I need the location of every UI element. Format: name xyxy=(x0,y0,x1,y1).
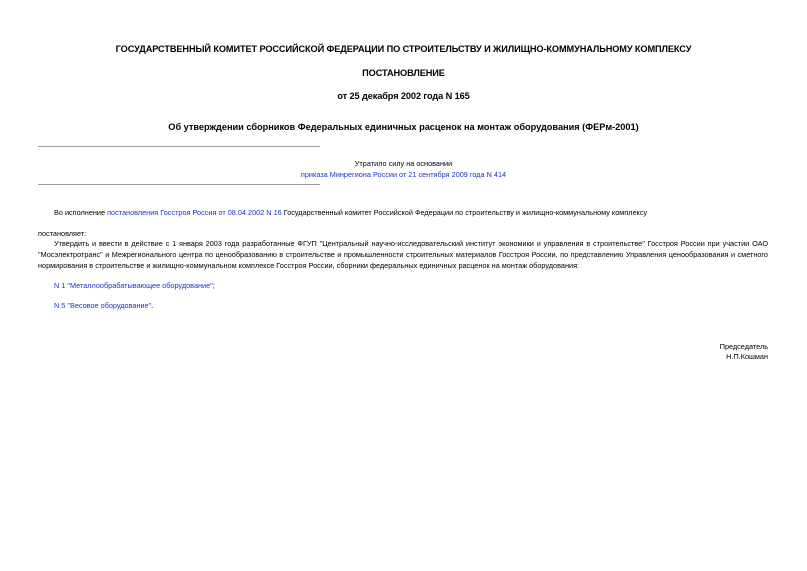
document-title: Об утверждении сборников Федеральных единичных расценок на монтаж оборудования (ФЕРм-2001) xyxy=(168,122,639,132)
list-item xyxy=(54,300,153,311)
item-punctuation: . xyxy=(151,301,154,310)
intro-suffix: Государственный комитет Российской Федерации по строительству и жилищно-коммунальному комплексу xyxy=(281,208,648,217)
issuing-authority: ГОСУДАРСТВЕННЫЙ КОМИТЕТ РОССИЙСКОЙ ФЕДЕРАЦИИ ПО СТРОИТЕЛЬСТВУ И ЖИЛИЩНО-КОММУНАЛЬНОМУ КОМПЛЕКСУ xyxy=(115,44,692,54)
document-date-number: от 25 декабря 2002 года N 165 xyxy=(337,91,470,101)
divider-top xyxy=(38,146,320,147)
status-note xyxy=(290,158,517,180)
repeal-order-link[interactable]: приказа Минрегиона России от 21 сентября 2009 года N 414 xyxy=(300,170,507,179)
signature-position: Председатель xyxy=(719,342,768,351)
signature-name: Н.П.Кошман xyxy=(726,352,768,361)
intro-prefix: Во исполнение xyxy=(54,208,108,217)
collection-5-link[interactable]: N 5 "Весовое оборудование" xyxy=(54,301,152,310)
list-item xyxy=(54,280,215,291)
status-note-text: Утратило силу на основании xyxy=(354,159,453,168)
collection-1-link[interactable]: N 1 "Металлообрабатывающее оборудование" xyxy=(54,281,213,290)
divider-bottom xyxy=(38,184,320,185)
main-paragraph: Утвердить и ввести в действие с 1 января 2003 года разработанные ФГУП "Центральный научно-исследовательский институт экономики и управления в строительстве" Госстроя России при участии ОАО "Мосэлектротранс" и Межрегионального центра по ценообразованию в строительстве и промышленности строительных материалов Госстроя России, по представлению Управления ценообразования и сметного нормирования в строительстве и жилищно-коммунальном комплексе Госстроя России, сборники федеральных единичных расценок на монтаж оборудования: xyxy=(38,239,768,270)
document-type: ПОСТАНОВЛЕНИЕ xyxy=(362,68,445,78)
resolves-label: постановляет: xyxy=(38,229,87,238)
gosstroy-resolution-link[interactable]: постановления Госстроя Россия от 08.04.2002 N 16 xyxy=(107,208,282,217)
item-punctuation: ; xyxy=(212,281,215,290)
intro-paragraph xyxy=(54,207,774,218)
